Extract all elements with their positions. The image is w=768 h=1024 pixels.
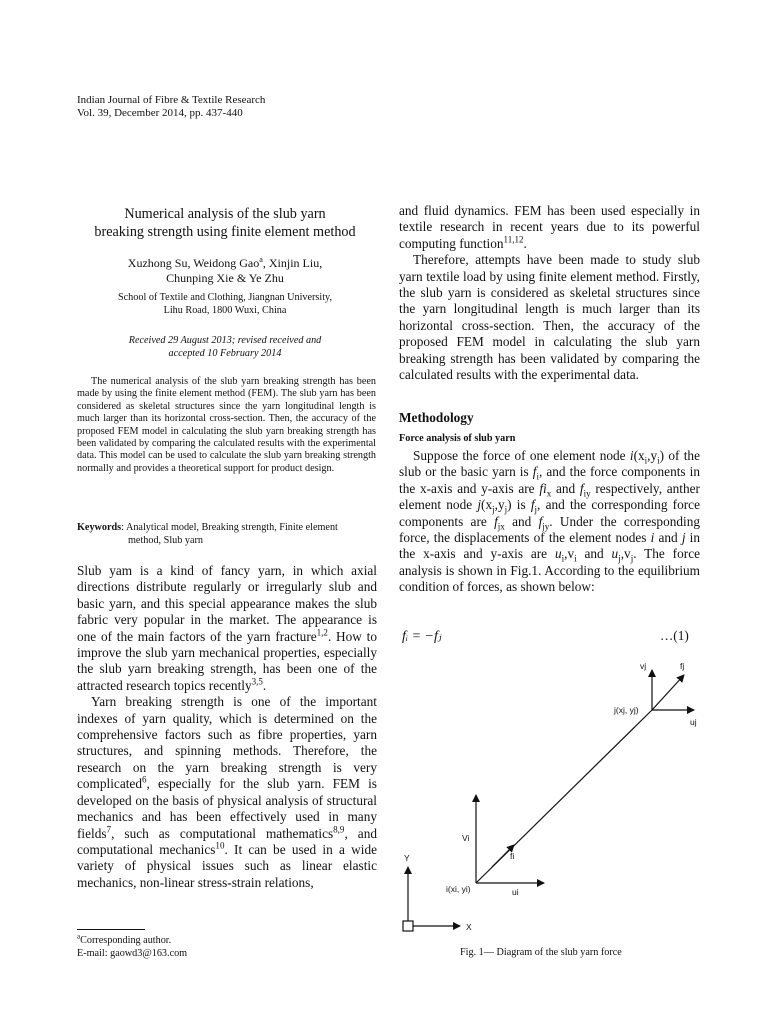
- equation-1: fᵢ = −fⱼ: [402, 629, 442, 644]
- footnote: $^a$Corresponding author. E-mail: gaowd3@163.com: [77, 933, 188, 959]
- journal-name: Indian Journal of Fibre & Textile Research: [77, 94, 266, 106]
- section-heading-methodology: Methodology: [399, 410, 474, 425]
- label-vj: vj: [640, 661, 647, 671]
- paper-title: [70, 205, 380, 241]
- abstract: The numerical analysis of the slub yarn breaking strength has been made by using the finite element method (FEM). The slub yarn has been considered as skeletal structures since the yarn longitudinal length is much larger than its horizontal cross-section. Then, the accuracy of the proposed FEM model in calculating the slub yarn breaking strength has been validated by comparing the calculated results with the experimental data. This model can be used to calculate the slub yarn breaking strength normally and provides a theoretical support for product design.: [77, 376, 376, 474]
- intro-right-column: [399, 203, 700, 383]
- label-j-node: j(xj, yj): [614, 705, 639, 715]
- subsection-heading-force: Force analysis of slub yarn: [399, 433, 516, 444]
- footnote-rule: [77, 929, 145, 930]
- force-diagram: [396, 655, 706, 940]
- equation-number: …(1): [660, 628, 689, 643]
- label-fj: fj: [680, 661, 685, 671]
- journal-volume: Vol. 39, December 2014, pp. 437-440: [77, 107, 243, 119]
- label-fi: fi: [510, 851, 515, 861]
- methodology-text: Suppose the force of one element node $i(x_i,y_i)$ of the slub or the basic yarn is $f_i$, and the force components in the x-axis and y-axis are $fi_x$ and $f_{iy}$ respectively, anther element node $j(x_j,y_j)$ is $f_j$, and the corresponding force components are $f_{jx}$ and $f_{jy}$. Under the corresponding force, the displacements of the element nodes i and j in the x-axis and y-axis are $u_i,v_i$ and $u_j,v_j$. The force analysis is shown in Fig.1. According to the equilibrium condition of forces, as shown below:: [399, 448, 701, 595]
- label-i-node: i(xi, yi): [446, 884, 471, 894]
- title-line-2: breaking strength using finite element method: [94, 224, 356, 240]
- figure-caption: Fig. 1— Diagram of the slub yarn force: [460, 947, 622, 958]
- intro-paragraph-1: Slub yam is a kind of fancy yarn, in which axial directions distribute regularly or irregularly slub and basic yarn, and this special appearance makes the slub fabric very popular in the market. The appearance is one of the main factors of the yarn fracture$^{1,2}$. How to improve the slub yarn mechanical properties, especially the slub yarn breaking strength, has been one of the attracted research topics recently$^{3,5}$.: [77, 563, 377, 693]
- received-dates: Received 29 August 2013; revised received and accepted 10 February 2014: [128, 335, 322, 359]
- authors: [70, 256, 380, 286]
- authors-line-1: Xuzhong Su, Weidong Gao$^a$, Xinjin Liu,: [127, 255, 323, 270]
- intro-paragraph-3: and fluid dynamics. FEM has been used especially in textile research in recent years due to its powerful computing function$^{11,12}$.: [399, 203, 700, 251]
- title-line-1: Numerical analysis of the slub yarn: [124, 206, 326, 222]
- intro-left-column: [77, 563, 377, 891]
- intro-paragraph-4: Therefore, attempts have been made to study slub yarn textile load by using finite element method. Firstly, the slub yarn is considered as skeletal structures since the yarn longitudinal length is much larger than its horizontal cross-section. Then, the accuracy of the proposed FEM model in calculating the slub yarn breaking strength has been validated by comparing the calculated results with the experimental data.: [399, 252, 700, 383]
- label-ui: ui: [512, 887, 519, 897]
- authors-line-2: Chunping Xie & Ye Zhu: [166, 271, 284, 285]
- fj-arrow: [652, 675, 684, 710]
- label-uj: uj: [690, 717, 697, 727]
- origin-box: [403, 921, 413, 931]
- label-vi: Vi: [462, 833, 470, 843]
- journal-header: [77, 94, 265, 120]
- footnote-email: E-mail: gaowd3@163.com: [77, 948, 188, 959]
- keywords: Keywords: Analytical model, Breaking strength, Finite element method, Slub yarn: [77, 522, 338, 546]
- affiliation: School of Textile and Clothing, Jiangnan University, Lihu Road, 1800 Wuxi, China: [117, 292, 333, 316]
- label-y-axis: Y: [404, 853, 410, 863]
- label-x-axis: X: [466, 922, 472, 932]
- intro-paragraph-2: Yarn breaking strength is one of the important indexes of yarn quality, which is determined on the comprehensive factors such as fibre properties, yarn structures, and spinning methods. Therefore, the research on the yarn breaking strength is very complicated$^6$, especially for the slub yarn. FEM is developed on the basis of physical analysis of structural mechanics and has been effectively used in many fields$^7$, such as computational mathematics$^{8,9}$, and computational mechanics$^{10}$. It can be used in a wide variety of physical issues such as linear elastic mechanics, non-linear stress-strain relations,: [77, 694, 377, 890]
